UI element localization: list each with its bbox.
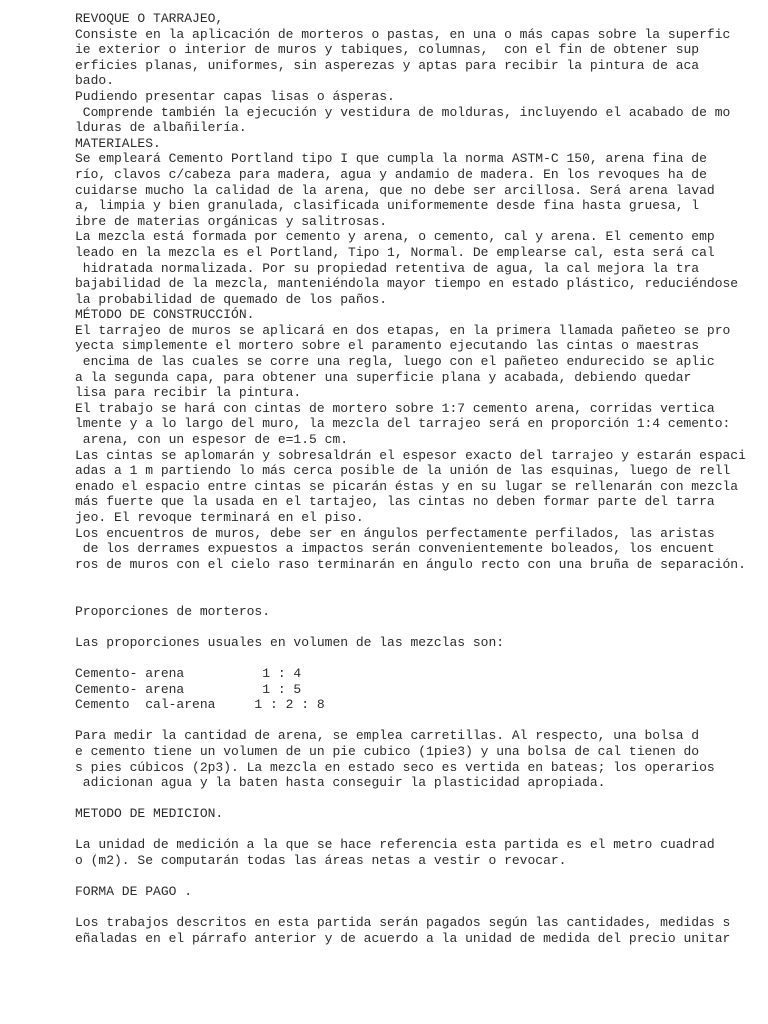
text-line: río, clavos c/cabeza para madera, agua y andamio de madera. En los revoques ha de (75, 166, 707, 182)
text-line: encima de las cuales se corre una regla, luego con el pañeteo endurecido se aplic (75, 354, 715, 370)
text-line: Se empleará Cemento Portland tipo I que cumpla la norma ASTM-C 150, arena fina de (75, 151, 707, 167)
section-heading: FORMA DE PAGO . (75, 884, 193, 900)
blank-line (75, 822, 755, 838)
section-heading: Proporciones de morteros. (75, 603, 271, 619)
section-heading: MATERIALES. (75, 135, 161, 151)
text-line: s pies cúbicos (2p3). La mezcla en estado seco es vertida en bateas; los operarios (75, 759, 715, 775)
text-line: hidratada normalizada. Por su propiedad retentiva de agua, la cal mejora la tra (75, 260, 700, 276)
blank-line (75, 619, 755, 635)
text-line: Pudiendo presentar capas lisas o ásperas. (75, 88, 395, 104)
text-line: ros de muros con el cielo raso terminarán en ángulo recto con una bruña de separación. (75, 556, 746, 572)
text-line: La unidad de medición a la que se hace referencia esta partida es el metro cuadrad (75, 837, 715, 853)
blank-line (75, 572, 755, 588)
text-line: de los derrames expuestos a impactos serán convenientemente boleados, los encuent (75, 541, 715, 557)
text-line: Las proporciones usuales en volumen de las mezclas son: (75, 634, 505, 650)
text-line: yecta simplemente el mortero sobre el paramento ejecutando las cintas o maestras (75, 338, 700, 354)
text-line: erficies planas, uniformes, sin asperezas y aptas para recibir la pintura de aca (75, 57, 700, 73)
blank-line (75, 869, 755, 885)
section-heading: METODO DE MEDICION. (75, 806, 224, 822)
text-line: ibre de materias orgánicas y salitrosas. (75, 213, 388, 229)
proportion-row: Cemento cal-arena 1 : 2 : 8 (75, 697, 325, 713)
text-line: La mezcla está formada por cemento y arena, o cemento, cal y arena. El cemento emp (75, 229, 715, 245)
text-line: a, limpia y bien granulada, clasificada uniformemente desde fina hasta gruesa, l (75, 198, 700, 214)
text-line: Comprende también la ejecución y vestidura de molduras, incluyendo el acabado de mo (75, 104, 731, 120)
text-line: la probabilidad de quemado de los paños. (75, 291, 388, 307)
section-heading: MÉTODO DE CONSTRUCCIÓN. (75, 307, 255, 323)
text-line: cuidarse mucho la calidad de la arena, que no debe ser arcillosa. Será arena lavad (75, 182, 715, 198)
blank-line (75, 900, 755, 916)
text-line: bado. (75, 73, 115, 89)
text-line: o (m2). Se computarán todas las áreas netas a vestir o revocar. (75, 853, 567, 869)
blank-line (75, 713, 755, 729)
text-line: bajabilidad de la mezcla, manteniéndola mayor tiempo en estado plástico, reduciéndose (75, 276, 739, 292)
document-body (75, 11, 755, 947)
text-line: a la segunda capa, para obtener una superficie plana y acabada, debiendo quedar (75, 369, 692, 385)
text-line: e cemento tiene un volumen de un pie cubico (1pie3) y una bolsa de cal tienen do (75, 743, 700, 759)
text-line: adicionan agua y la baten hasta conseguir la plasticidad apropiada. (75, 775, 606, 791)
text-line: ie exterior o interior de muros y tabiques, columnas, con el fin de obtener sup (75, 42, 700, 58)
text-line: Las cintas se aplomarán y sobresaldrán el espesor exacto del tarrajeo y estarán espaci (75, 447, 746, 463)
text-line: Consiste en la aplicación de morteros o pastas, en una o más capas sobre la superfic (75, 26, 731, 42)
text-line: más fuerte que la usada en el tartajeo, las cintas no deben formar parte del tarra (75, 494, 715, 510)
blank-line (75, 791, 755, 807)
text-line: El trabajo se hará con cintas de mortero sobre 1:7 cemento arena, corridas vertica (75, 400, 715, 416)
text-line: El tarrajeo de muros se aplicará en dos etapas, en la primera llamada pañeteo se pro (75, 322, 731, 338)
text-line: lisa para recibir la pintura. (75, 385, 302, 401)
text-line: jeo. El revoque terminará en el piso. (75, 510, 364, 525)
text-line: eñaladas en el párrafo anterior y de acuerdo a la unidad de medida del precio unitar (75, 931, 731, 947)
text-line: Los trabajos descritos en esta partida serán pagados según las cantidades, medidas s (75, 915, 731, 931)
text-line: lmente y a lo largo del muro, la mezcla del tarrajeo será en proporción 1:4 cemento: (75, 416, 731, 432)
text-line: arena, con un espesor de e=1.5 cm. (75, 432, 349, 448)
proportion-row: Cemento- arena 1 : 4 (75, 665, 302, 681)
text-line: Los encuentros de muros, debe ser en ángulos perfectamente perfilados, las aristas (75, 525, 715, 541)
text-line: Para medir la cantidad de arena, se emplea carretillas. Al respecto, una bolsa d (75, 728, 700, 744)
text-line: adas a 1 m partiendo lo más cerca posible de la unión de las esquinas, luego de rell (75, 463, 731, 479)
proportion-row: Cemento- arena 1 : 5 (75, 681, 302, 697)
blank-line (75, 588, 755, 604)
text-line: enado el espacio entre cintas se picarán éstas y en su lugar se rellenarán con mezcla (75, 478, 739, 494)
text-line: lduras de albañilería. (75, 120, 247, 136)
text-line: leado en la mezcla es el Portland, Tipo 1, Normal. De emplearse cal, esta será cal (75, 244, 715, 260)
text-line: REVOQUE O TARRAJEO, (75, 11, 224, 26)
blank-line (75, 650, 755, 666)
